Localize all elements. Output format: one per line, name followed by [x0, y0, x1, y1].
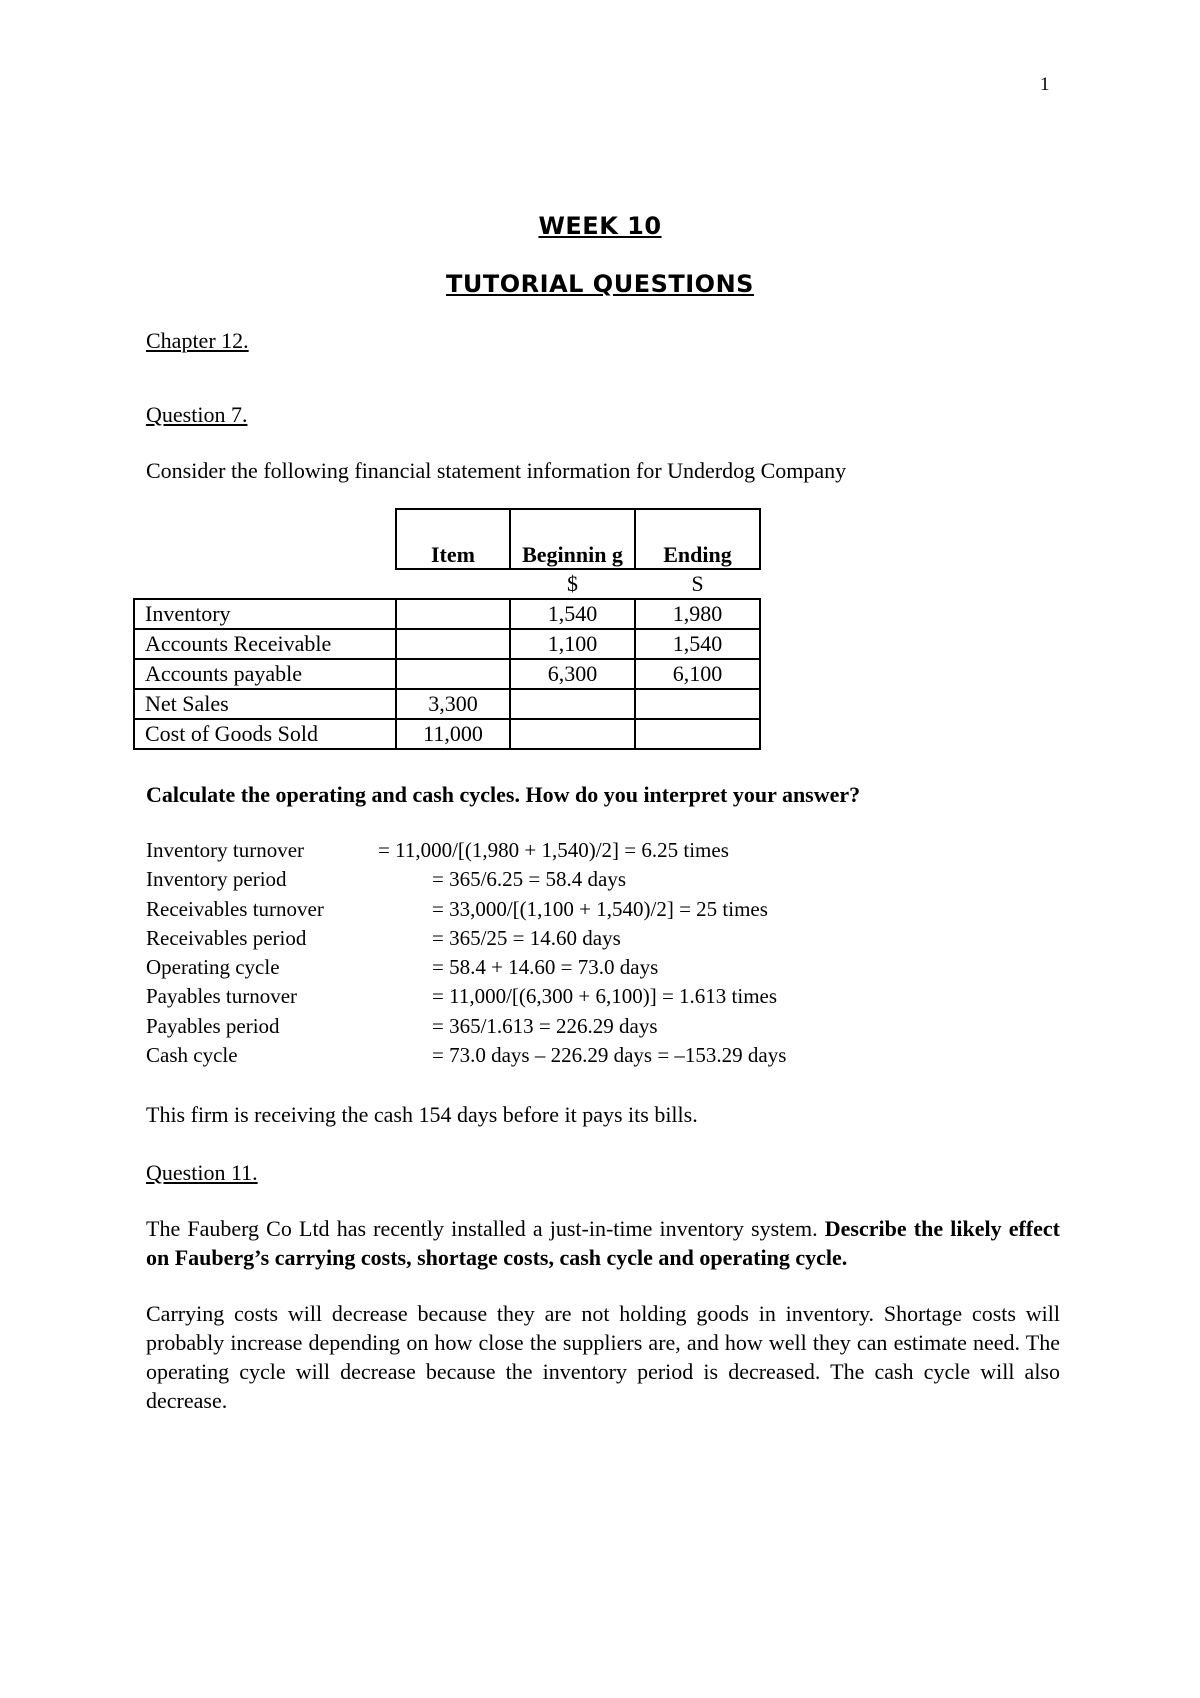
calc-row: Inventory period = 365/6.25 = 58.4 days	[146, 867, 627, 892]
table-units-row	[134, 569, 760, 599]
table-header-row	[134, 509, 760, 569]
page-title: WEEK 10	[538, 212, 662, 240]
table-unit-beginning: $	[510, 569, 635, 599]
table-header-item: Item	[396, 509, 510, 569]
page-subtitle: TUTORIAL QUESTIONS	[446, 270, 754, 298]
table-header-blank	[134, 509, 396, 569]
question-7-prompt: Calculate the operating and cash cycles. How do you interpret your answer?	[146, 782, 861, 807]
table-row: Accounts Receivable 1,100 1,540	[134, 629, 760, 659]
calc-row: Receivables period = 365/25 = 14.60 days	[146, 925, 621, 950]
page-number: 1	[1040, 74, 1050, 95]
table-header-beginning: Beginnin g	[510, 509, 635, 569]
table-row: Net Sales 3,300	[134, 689, 760, 719]
calculations-list	[146, 836, 786, 1070]
calc-row: Receivables turnover = 33,000/[(1,100 + 1,540)/2] = 25 times	[146, 896, 768, 921]
table-row: Accounts payable 6,300 6,100	[134, 659, 760, 689]
financial-table	[133, 508, 761, 750]
calc-row: Inventory turnover = 11,000/[(1,980 + 1,540)/2] = 6.25 times	[146, 838, 729, 862]
question-11-answer: Carrying costs will decrease because they are not holding goods in inventory. Shortage costs will probably increase depending on how close the suppliers are, and how well they can estimate need. The operating cycle will decrease because the inventory period is decreased. The cash cycle will also decrease.	[146, 1301, 1060, 1413]
calc-row: Payables period = 365/1.613 = 226.29 days	[146, 1013, 658, 1038]
table-row: Cost of Goods Sold 11,000	[134, 719, 760, 749]
question-7-intro: Consider the following financial statement information for Underdog Company	[146, 458, 847, 483]
calc-row: Operating cycle = 58.4 + 14.60 = 73.0 days	[146, 955, 659, 980]
table-unit-ending: S	[635, 569, 760, 599]
question-7-conclusion: This firm is receiving the cash 154 days before it pays its bills.	[146, 1102, 698, 1127]
table-header-ending: Ending	[635, 509, 760, 569]
question-11-intro: The Fauberg Co Ltd has recently installed a just-in-time inventory system. Describe the likely effect on Fauberg’s carrying costs, shortage costs, cash cycle and operating cycle.	[146, 1216, 1060, 1270]
question-7-heading: Question 7.	[146, 402, 248, 427]
question-11-heading: Question 11.	[146, 1160, 258, 1185]
table-row: Inventory 1,540 1,980	[134, 599, 760, 629]
calc-row: Payables turnover = 11,000/[(6,300 + 6,100)] = 1.613 times	[146, 984, 778, 1009]
calc-row: Cash cycle = 73.0 days – 226.29 days = –153.29 days	[146, 1043, 787, 1068]
chapter-heading: Chapter 12.	[146, 328, 249, 353]
